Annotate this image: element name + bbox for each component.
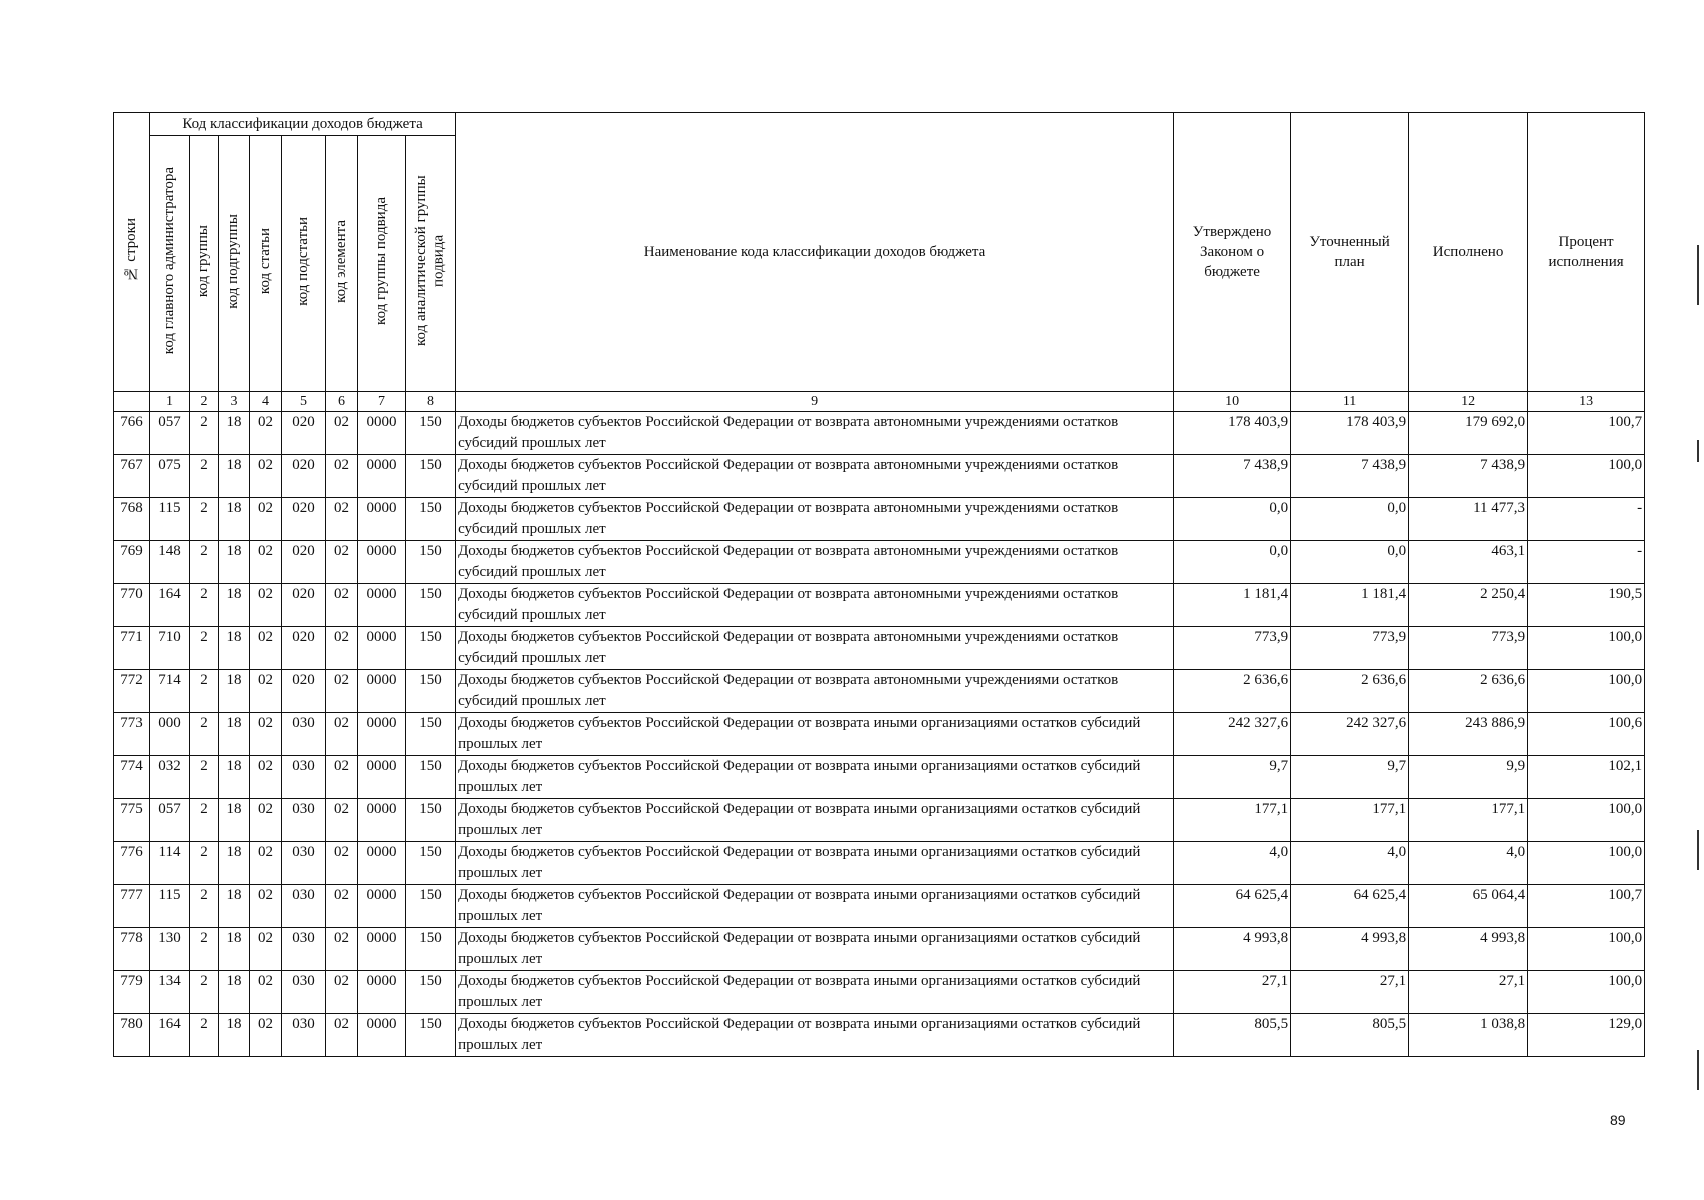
execution-percent-cell: 100,0 bbox=[1528, 670, 1645, 713]
article-code-cell: 02 bbox=[250, 971, 282, 1014]
analytic-group-code-cell: 150 bbox=[406, 928, 456, 971]
subtype-group-code-cell: 0000 bbox=[358, 756, 406, 799]
group-code-cell: 2 bbox=[190, 584, 219, 627]
table-row bbox=[114, 1014, 1645, 1057]
article-code-cell: 02 bbox=[250, 799, 282, 842]
subgroup-code-cell: 18 bbox=[219, 498, 250, 541]
executed-amount-cell: 4,0 bbox=[1409, 842, 1528, 885]
execution-percent-cell: 100,0 bbox=[1528, 928, 1645, 971]
subtype-group-code-cell: 0000 bbox=[358, 412, 406, 455]
subtype-group-code-cell: 0000 bbox=[358, 713, 406, 756]
subgroup-code-cell: 18 bbox=[219, 928, 250, 971]
subarticle-code-cell: 030 bbox=[282, 971, 326, 1014]
row-number-cell: 774 bbox=[114, 756, 150, 799]
subarticle-code-cell: 020 bbox=[282, 584, 326, 627]
header-name: Наименование кода классификации доходов бюджета bbox=[456, 113, 1174, 392]
revised-amount-cell: 2 636,6 bbox=[1291, 670, 1409, 713]
subarticle-code-cell: 030 bbox=[282, 885, 326, 928]
subgroup-code-cell: 18 bbox=[219, 584, 250, 627]
table-row bbox=[114, 584, 1645, 627]
group-code-cell: 2 bbox=[190, 928, 219, 971]
revised-amount-cell: 7 438,9 bbox=[1291, 455, 1409, 498]
header-percent: Процент исполнения bbox=[1528, 113, 1645, 392]
group-code-cell: 2 bbox=[190, 498, 219, 541]
subarticle-code-cell: 020 bbox=[282, 541, 326, 584]
executed-amount-cell: 27,1 bbox=[1409, 971, 1528, 1014]
article-code-cell: 02 bbox=[250, 541, 282, 584]
row-number-cell: 766 bbox=[114, 412, 150, 455]
column-number: 10 bbox=[1174, 392, 1291, 412]
row-number-cell: 777 bbox=[114, 885, 150, 928]
executed-amount-cell: 4 993,8 bbox=[1409, 928, 1528, 971]
execution-percent-cell: - bbox=[1528, 498, 1645, 541]
subarticle-code-cell: 030 bbox=[282, 842, 326, 885]
group-code-cell: 2 bbox=[190, 842, 219, 885]
income-name-cell: Доходы бюджетов субъектов Российской Федерации от возврата автономными учреждениями остатков субсидий прошлых лет bbox=[456, 412, 1174, 455]
subgroup-code-cell: 18 bbox=[219, 885, 250, 928]
row-number-cell: 772 bbox=[114, 670, 150, 713]
subarticle-code-cell: 030 bbox=[282, 713, 326, 756]
executed-amount-cell: 9,9 bbox=[1409, 756, 1528, 799]
admin-code-cell: 057 bbox=[150, 412, 190, 455]
subtype-group-code-cell: 0000 bbox=[358, 498, 406, 541]
subgroup-code-cell: 18 bbox=[219, 412, 250, 455]
article-code-cell: 02 bbox=[250, 412, 282, 455]
analytic-group-code-cell: 150 bbox=[406, 541, 456, 584]
table-row bbox=[114, 928, 1645, 971]
header-subtype-group-code: код группы подвида bbox=[358, 136, 406, 392]
row-number-cell: 776 bbox=[114, 842, 150, 885]
revised-amount-cell: 805,5 bbox=[1291, 1014, 1409, 1057]
article-code-cell: 02 bbox=[250, 584, 282, 627]
admin-code-cell: 148 bbox=[150, 541, 190, 584]
group-code-cell: 2 bbox=[190, 670, 219, 713]
column-number: 13 bbox=[1528, 392, 1645, 412]
header-row-no: № строки bbox=[114, 113, 150, 392]
header-analytic-group-code: код аналитической группы подвида bbox=[406, 136, 456, 392]
analytic-group-code-cell: 150 bbox=[406, 756, 456, 799]
header-subgroup-code: код подгруппы bbox=[219, 136, 250, 392]
admin-code-cell: 032 bbox=[150, 756, 190, 799]
income-name-cell: Доходы бюджетов субъектов Российской Федерации от возврата автономными учреждениями остатков субсидий прошлых лет bbox=[456, 541, 1174, 584]
subtype-group-code-cell: 0000 bbox=[358, 455, 406, 498]
article-code-cell: 02 bbox=[250, 842, 282, 885]
analytic-group-code-cell: 150 bbox=[406, 627, 456, 670]
column-number: 6 bbox=[326, 392, 358, 412]
revised-amount-cell: 773,9 bbox=[1291, 627, 1409, 670]
revised-amount-cell: 64 625,4 bbox=[1291, 885, 1409, 928]
element-code-cell: 02 bbox=[326, 713, 358, 756]
row-number-cell: 771 bbox=[114, 627, 150, 670]
subarticle-code-cell: 030 bbox=[282, 928, 326, 971]
execution-percent-cell: 100,0 bbox=[1528, 627, 1645, 670]
approved-amount-cell: 178 403,9 bbox=[1174, 412, 1291, 455]
approved-amount-cell: 4,0 bbox=[1174, 842, 1291, 885]
column-number: 12 bbox=[1409, 392, 1528, 412]
admin-code-cell: 164 bbox=[150, 1014, 190, 1057]
column-number bbox=[114, 392, 150, 412]
header-approved: Утверждено Законом о бюджете bbox=[1174, 113, 1291, 392]
table-row bbox=[114, 842, 1645, 885]
table-row bbox=[114, 455, 1645, 498]
income-name-cell: Доходы бюджетов субъектов Российской Федерации от возврата автономными учреждениями остатков субсидий прошлых лет bbox=[456, 498, 1174, 541]
column-number-row bbox=[114, 392, 1645, 412]
element-code-cell: 02 bbox=[326, 842, 358, 885]
group-code-cell: 2 bbox=[190, 971, 219, 1014]
table-row bbox=[114, 756, 1645, 799]
subarticle-code-cell: 020 bbox=[282, 498, 326, 541]
revised-amount-cell: 4 993,8 bbox=[1291, 928, 1409, 971]
analytic-group-code-cell: 150 bbox=[406, 885, 456, 928]
analytic-group-code-cell: 150 bbox=[406, 584, 456, 627]
executed-amount-cell: 65 064,4 bbox=[1409, 885, 1528, 928]
budget-income-table bbox=[113, 112, 1645, 1057]
admin-code-cell: 000 bbox=[150, 713, 190, 756]
subgroup-code-cell: 18 bbox=[219, 627, 250, 670]
group-code-cell: 2 bbox=[190, 627, 219, 670]
subtype-group-code-cell: 0000 bbox=[358, 584, 406, 627]
table-row bbox=[114, 412, 1645, 455]
element-code-cell: 02 bbox=[326, 498, 358, 541]
element-code-cell: 02 bbox=[326, 541, 358, 584]
row-number-cell: 767 bbox=[114, 455, 150, 498]
element-code-cell: 02 bbox=[326, 971, 358, 1014]
approved-amount-cell: 0,0 bbox=[1174, 498, 1291, 541]
revised-amount-cell: 27,1 bbox=[1291, 971, 1409, 1014]
header-admin-code: код главного администратора bbox=[150, 136, 190, 392]
header-group-code: код группы bbox=[190, 136, 219, 392]
row-number-cell: 779 bbox=[114, 971, 150, 1014]
subtype-group-code-cell: 0000 bbox=[358, 1014, 406, 1057]
admin-code-cell: 075 bbox=[150, 455, 190, 498]
income-name-cell: Доходы бюджетов субъектов Российской Федерации от возврата автономными учреждениями остатков субсидий прошлых лет bbox=[456, 670, 1174, 713]
table-row bbox=[114, 799, 1645, 842]
executed-amount-cell: 2 636,6 bbox=[1409, 670, 1528, 713]
subarticle-code-cell: 020 bbox=[282, 455, 326, 498]
subtype-group-code-cell: 0000 bbox=[358, 541, 406, 584]
approved-amount-cell: 27,1 bbox=[1174, 971, 1291, 1014]
header-article-code: код статьи bbox=[250, 136, 282, 392]
income-name-cell: Доходы бюджетов субъектов Российской Федерации от возврата автономными учреждениями остатков субсидий прошлых лет bbox=[456, 627, 1174, 670]
element-code-cell: 02 bbox=[326, 756, 358, 799]
scan-edge-mark bbox=[1697, 1050, 1699, 1090]
subgroup-code-cell: 18 bbox=[219, 713, 250, 756]
row-number-cell: 768 bbox=[114, 498, 150, 541]
approved-amount-cell: 773,9 bbox=[1174, 627, 1291, 670]
row-number-cell: 773 bbox=[114, 713, 150, 756]
table-row bbox=[114, 971, 1645, 1014]
row-number-cell: 770 bbox=[114, 584, 150, 627]
subarticle-code-cell: 020 bbox=[282, 670, 326, 713]
executed-amount-cell: 463,1 bbox=[1409, 541, 1528, 584]
column-number: 7 bbox=[358, 392, 406, 412]
subarticle-code-cell: 020 bbox=[282, 412, 326, 455]
element-code-cell: 02 bbox=[326, 627, 358, 670]
admin-code-cell: 134 bbox=[150, 971, 190, 1014]
row-number-cell: 769 bbox=[114, 541, 150, 584]
element-code-cell: 02 bbox=[326, 1014, 358, 1057]
subgroup-code-cell: 18 bbox=[219, 1014, 250, 1057]
executed-amount-cell: 243 886,9 bbox=[1409, 713, 1528, 756]
execution-percent-cell: - bbox=[1528, 541, 1645, 584]
revised-amount-cell: 0,0 bbox=[1291, 541, 1409, 584]
approved-amount-cell: 7 438,9 bbox=[1174, 455, 1291, 498]
column-number: 3 bbox=[219, 392, 250, 412]
approved-amount-cell: 0,0 bbox=[1174, 541, 1291, 584]
element-code-cell: 02 bbox=[326, 928, 358, 971]
revised-amount-cell: 0,0 bbox=[1291, 498, 1409, 541]
approved-amount-cell: 805,5 bbox=[1174, 1014, 1291, 1057]
income-name-cell: Доходы бюджетов субъектов Российской Федерации от возврата иными организациями остатков субсидий прошлых лет bbox=[456, 971, 1174, 1014]
executed-amount-cell: 773,9 bbox=[1409, 627, 1528, 670]
element-code-cell: 02 bbox=[326, 455, 358, 498]
scan-edge-mark bbox=[1697, 830, 1699, 870]
column-number: 4 bbox=[250, 392, 282, 412]
analytic-group-code-cell: 150 bbox=[406, 455, 456, 498]
subarticle-code-cell: 030 bbox=[282, 756, 326, 799]
approved-amount-cell: 64 625,4 bbox=[1174, 885, 1291, 928]
approved-amount-cell: 242 327,6 bbox=[1174, 713, 1291, 756]
subgroup-code-cell: 18 bbox=[219, 756, 250, 799]
subtype-group-code-cell: 0000 bbox=[358, 928, 406, 971]
group-code-cell: 2 bbox=[190, 756, 219, 799]
analytic-group-code-cell: 150 bbox=[406, 412, 456, 455]
income-name-cell: Доходы бюджетов субъектов Российской Федерации от возврата иными организациями остатков субсидий прошлых лет bbox=[456, 842, 1174, 885]
subtype-group-code-cell: 0000 bbox=[358, 627, 406, 670]
subarticle-code-cell: 030 bbox=[282, 799, 326, 842]
element-code-cell: 02 bbox=[326, 670, 358, 713]
table-row bbox=[114, 885, 1645, 928]
approved-amount-cell: 177,1 bbox=[1174, 799, 1291, 842]
analytic-group-code-cell: 150 bbox=[406, 1014, 456, 1057]
article-code-cell: 02 bbox=[250, 627, 282, 670]
row-number-cell: 775 bbox=[114, 799, 150, 842]
column-number: 11 bbox=[1291, 392, 1409, 412]
element-code-cell: 02 bbox=[326, 799, 358, 842]
subgroup-code-cell: 18 bbox=[219, 670, 250, 713]
execution-percent-cell: 102,1 bbox=[1528, 756, 1645, 799]
subtype-group-code-cell: 0000 bbox=[358, 885, 406, 928]
column-number: 9 bbox=[456, 392, 1174, 412]
revised-amount-cell: 4,0 bbox=[1291, 842, 1409, 885]
table-row bbox=[114, 627, 1645, 670]
income-name-cell: Доходы бюджетов субъектов Российской Федерации от возврата иными организациями остатков субсидий прошлых лет bbox=[456, 1014, 1174, 1057]
group-code-cell: 2 bbox=[190, 455, 219, 498]
row-number-cell: 780 bbox=[114, 1014, 150, 1057]
column-number: 5 bbox=[282, 392, 326, 412]
approved-amount-cell: 4 993,8 bbox=[1174, 928, 1291, 971]
income-name-cell: Доходы бюджетов субъектов Российской Федерации от возврата иными организациями остатков субсидий прошлых лет bbox=[456, 799, 1174, 842]
article-code-cell: 02 bbox=[250, 756, 282, 799]
approved-amount-cell: 1 181,4 bbox=[1174, 584, 1291, 627]
executed-amount-cell: 7 438,9 bbox=[1409, 455, 1528, 498]
execution-percent-cell: 100,0 bbox=[1528, 455, 1645, 498]
executed-amount-cell: 2 250,4 bbox=[1409, 584, 1528, 627]
admin-code-cell: 710 bbox=[150, 627, 190, 670]
admin-code-cell: 115 bbox=[150, 885, 190, 928]
page-number: 89 bbox=[1610, 1112, 1626, 1128]
column-number: 8 bbox=[406, 392, 456, 412]
scan-edge-mark bbox=[1697, 440, 1699, 462]
group-code-cell: 2 bbox=[190, 799, 219, 842]
group-code-cell: 2 bbox=[190, 412, 219, 455]
executed-amount-cell: 1 038,8 bbox=[1409, 1014, 1528, 1057]
admin-code-cell: 130 bbox=[150, 928, 190, 971]
table-row bbox=[114, 541, 1645, 584]
column-number: 1 bbox=[150, 392, 190, 412]
table-row bbox=[114, 498, 1645, 541]
revised-amount-cell: 1 181,4 bbox=[1291, 584, 1409, 627]
subgroup-code-cell: 18 bbox=[219, 541, 250, 584]
subgroup-code-cell: 18 bbox=[219, 455, 250, 498]
subgroup-code-cell: 18 bbox=[219, 971, 250, 1014]
group-code-cell: 2 bbox=[190, 1014, 219, 1057]
group-code-cell: 2 bbox=[190, 541, 219, 584]
income-name-cell: Доходы бюджетов субъектов Российской Федерации от возврата иными организациями остатков субсидий прошлых лет bbox=[456, 713, 1174, 756]
income-name-cell: Доходы бюджетов субъектов Российской Федерации от возврата иными организациями остатков субсидий прошлых лет bbox=[456, 756, 1174, 799]
subtype-group-code-cell: 0000 bbox=[358, 799, 406, 842]
revised-amount-cell: 178 403,9 bbox=[1291, 412, 1409, 455]
revised-amount-cell: 242 327,6 bbox=[1291, 713, 1409, 756]
analytic-group-code-cell: 150 bbox=[406, 713, 456, 756]
element-code-cell: 02 bbox=[326, 584, 358, 627]
table-body bbox=[114, 412, 1645, 1057]
article-code-cell: 02 bbox=[250, 1014, 282, 1057]
subtype-group-code-cell: 0000 bbox=[358, 670, 406, 713]
table-row bbox=[114, 670, 1645, 713]
executed-amount-cell: 11 477,3 bbox=[1409, 498, 1528, 541]
execution-percent-cell: 190,5 bbox=[1528, 584, 1645, 627]
subtype-group-code-cell: 0000 bbox=[358, 971, 406, 1014]
income-name-cell: Доходы бюджетов субъектов Российской Федерации от возврата иными организациями остатков субсидий прошлых лет bbox=[456, 928, 1174, 971]
analytic-group-code-cell: 150 bbox=[406, 670, 456, 713]
scan-edge-mark bbox=[1697, 245, 1699, 305]
element-code-cell: 02 bbox=[326, 885, 358, 928]
row-number-cell: 778 bbox=[114, 928, 150, 971]
article-code-cell: 02 bbox=[250, 885, 282, 928]
subgroup-code-cell: 18 bbox=[219, 799, 250, 842]
revised-amount-cell: 177,1 bbox=[1291, 799, 1409, 842]
income-name-cell: Доходы бюджетов субъектов Российской Федерации от возврата иными организациями остатков субсидий прошлых лет bbox=[456, 885, 1174, 928]
header-executed: Исполнено bbox=[1409, 113, 1528, 392]
execution-percent-cell: 100,0 bbox=[1528, 971, 1645, 1014]
admin-code-cell: 714 bbox=[150, 670, 190, 713]
analytic-group-code-cell: 150 bbox=[406, 971, 456, 1014]
execution-percent-cell: 100,6 bbox=[1528, 713, 1645, 756]
element-code-cell: 02 bbox=[326, 412, 358, 455]
article-code-cell: 02 bbox=[250, 928, 282, 971]
header-element-code: код элемента bbox=[326, 136, 358, 392]
header-classification-group: Код классификации доходов бюджета bbox=[150, 113, 456, 136]
article-code-cell: 02 bbox=[250, 455, 282, 498]
approved-amount-cell: 2 636,6 bbox=[1174, 670, 1291, 713]
table-row bbox=[114, 713, 1645, 756]
header-subarticle-code: код подстатьи bbox=[282, 136, 326, 392]
subarticle-code-cell: 020 bbox=[282, 627, 326, 670]
admin-code-cell: 114 bbox=[150, 842, 190, 885]
execution-percent-cell: 100,0 bbox=[1528, 799, 1645, 842]
group-code-cell: 2 bbox=[190, 713, 219, 756]
admin-code-cell: 057 bbox=[150, 799, 190, 842]
revised-amount-cell: 9,7 bbox=[1291, 756, 1409, 799]
column-number: 2 bbox=[190, 392, 219, 412]
execution-percent-cell: 100,0 bbox=[1528, 842, 1645, 885]
admin-code-cell: 115 bbox=[150, 498, 190, 541]
group-code-cell: 2 bbox=[190, 885, 219, 928]
execution-percent-cell: 100,7 bbox=[1528, 885, 1645, 928]
article-code-cell: 02 bbox=[250, 670, 282, 713]
execution-percent-cell: 100,7 bbox=[1528, 412, 1645, 455]
approved-amount-cell: 9,7 bbox=[1174, 756, 1291, 799]
header-revised: Уточненный план bbox=[1291, 113, 1409, 392]
execution-percent-cell: 129,0 bbox=[1528, 1014, 1645, 1057]
executed-amount-cell: 177,1 bbox=[1409, 799, 1528, 842]
analytic-group-code-cell: 150 bbox=[406, 842, 456, 885]
subtype-group-code-cell: 0000 bbox=[358, 842, 406, 885]
article-code-cell: 02 bbox=[250, 713, 282, 756]
income-name-cell: Доходы бюджетов субъектов Российской Федерации от возврата автономными учреждениями остатков субсидий прошлых лет bbox=[456, 455, 1174, 498]
income-name-cell: Доходы бюджетов субъектов Российской Федерации от возврата автономными учреждениями остатков субсидий прошлых лет bbox=[456, 584, 1174, 627]
analytic-group-code-cell: 150 bbox=[406, 799, 456, 842]
subarticle-code-cell: 030 bbox=[282, 1014, 326, 1057]
admin-code-cell: 164 bbox=[150, 584, 190, 627]
analytic-group-code-cell: 150 bbox=[406, 498, 456, 541]
executed-amount-cell: 179 692,0 bbox=[1409, 412, 1528, 455]
subgroup-code-cell: 18 bbox=[219, 842, 250, 885]
article-code-cell: 02 bbox=[250, 498, 282, 541]
